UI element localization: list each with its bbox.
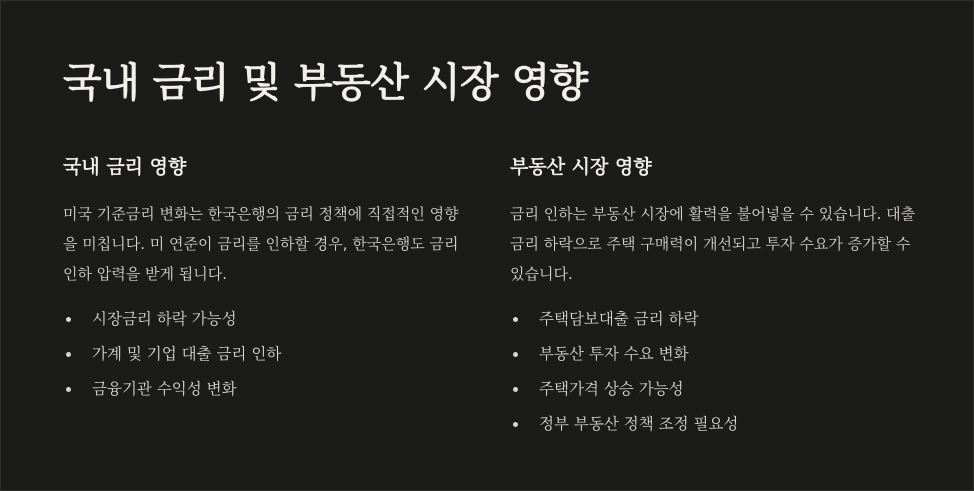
- bullet-icon: [513, 317, 518, 322]
- list-item: [63, 302, 463, 337]
- list-item: [63, 372, 463, 407]
- real-estate-market-section: [510, 153, 920, 442]
- list-item-text: 주택가격 상승 가능성: [539, 380, 684, 398]
- section-heading: 국내 금리 영향: [63, 156, 187, 178]
- bullet-icon: [66, 317, 71, 322]
- list-item: [510, 337, 920, 372]
- list-item-text: 금융기관 수익성 변화: [92, 380, 237, 398]
- list-item-text: 시장금리 하락 가능성: [92, 310, 237, 328]
- list-item: [510, 372, 920, 407]
- slide-title: 국내 금리 및 부동산 시장 영향: [63, 60, 588, 106]
- bullet-icon: [66, 352, 71, 357]
- section-heading: 부동산 시장 영향: [510, 156, 652, 178]
- bullet-list: [510, 302, 920, 442]
- section-paragraph: 미국 기준금리 변화는 한국은행의 금리 정책에 직접적인 영향을 미칩니다. 미 연준이 금리를 인하할 경우, 한국은행도 금리 인하 압력을 받게 됩니다.: [63, 205, 459, 283]
- section-paragraph: 금리 인하는 부동산 시장에 활력을 불어넣을 수 있습니다. 대출 금리 하락으로 주택 구매력이 개선되고 투자 수요가 증가할 수 있습니다.: [510, 205, 916, 283]
- list-item: [510, 302, 920, 337]
- bullet-icon: [66, 387, 71, 392]
- list-item: [63, 337, 463, 372]
- list-item-text: 부동산 투자 수요 변화: [539, 345, 689, 363]
- bullet-icon: [513, 352, 518, 357]
- bullet-icon: [513, 422, 518, 427]
- list-item-text: 정부 부동산 정책 조정 필요성: [539, 415, 739, 433]
- bullet-list: [63, 302, 463, 407]
- list-item-text: 주택담보대출 금리 하락: [539, 310, 699, 328]
- list-item: [510, 407, 920, 442]
- list-item-text: 가계 및 기업 대출 금리 인하: [92, 345, 282, 363]
- domestic-interest-rate-section: [63, 153, 463, 407]
- bullet-icon: [513, 387, 518, 392]
